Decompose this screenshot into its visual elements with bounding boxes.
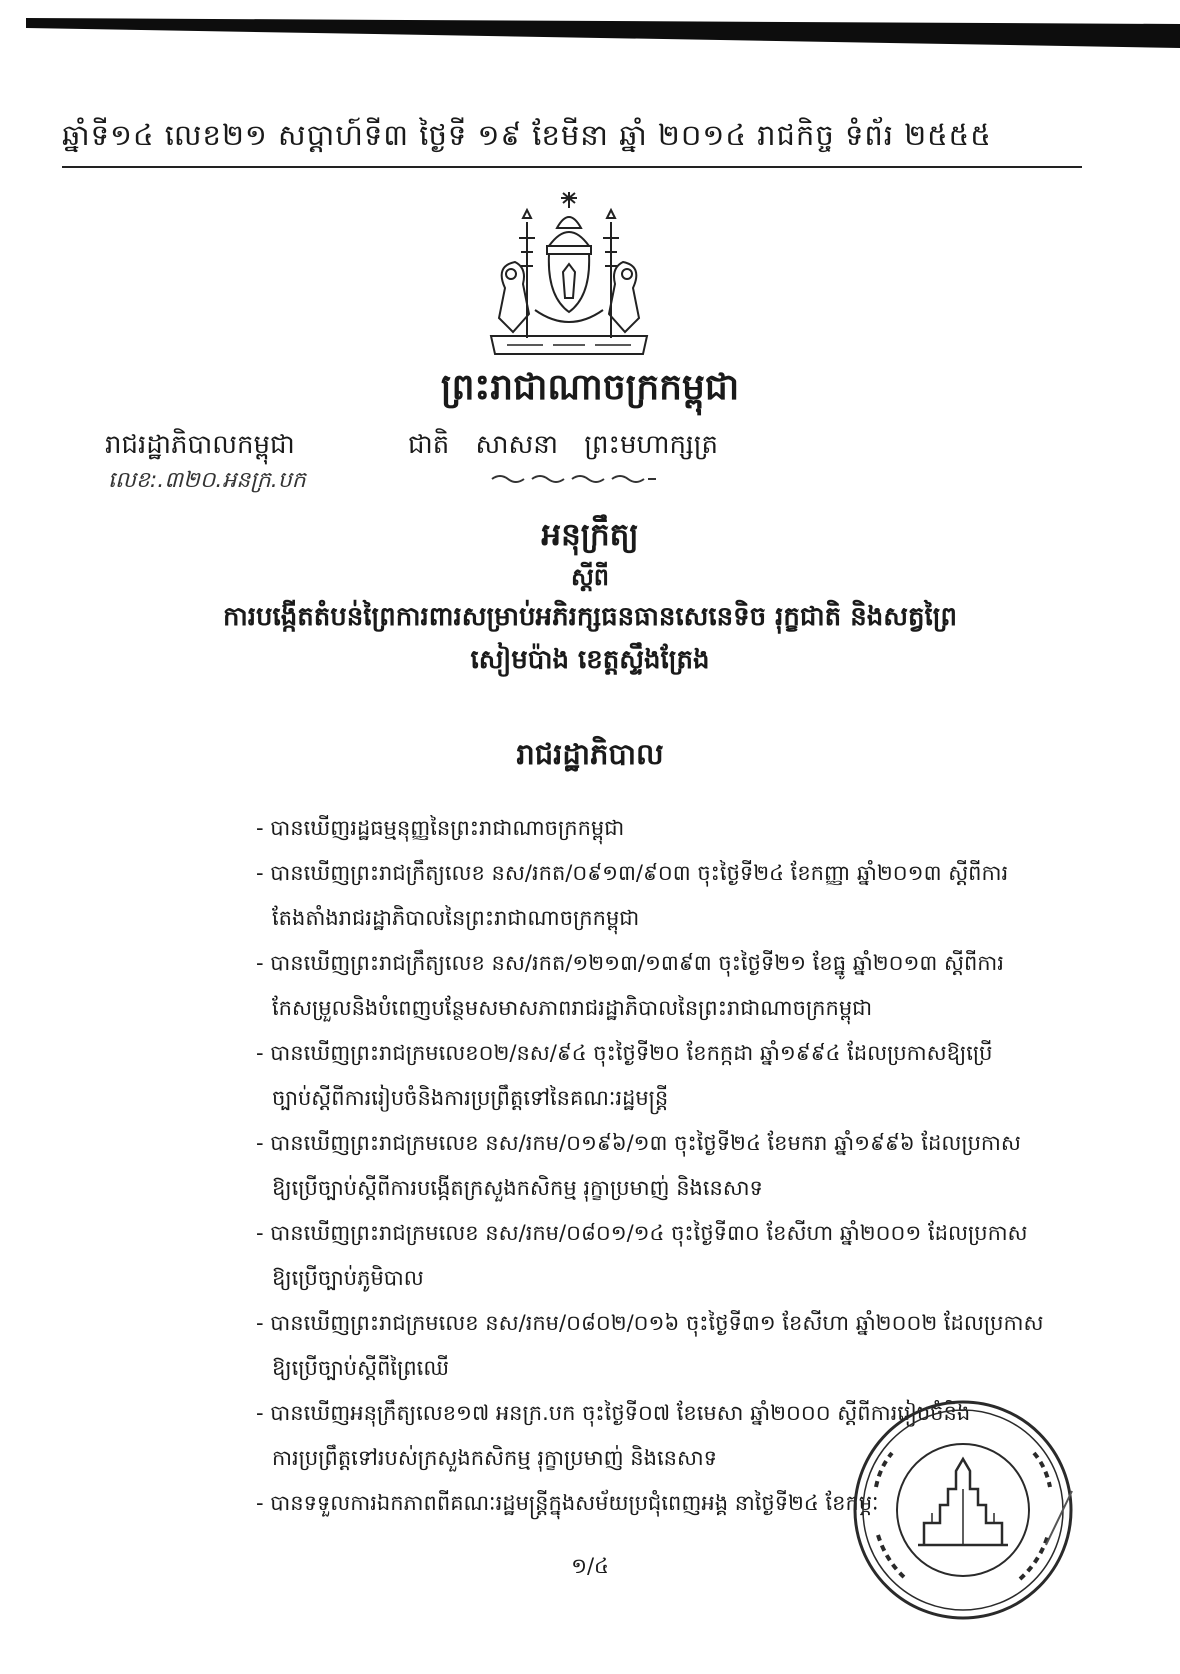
- clause-text: - បានឃើញព្រះរាជក្រឹត្យលេខ នស/រកត/០៩១៣/៩០៣ ចុះថ្ងៃទី២៤ ខែកញ្ញា ឆ្នាំ២០១៣ ស្ដីពីការ តែងតាំងរាជរដ្ឋាភិបាលនៃព្រះរាជាណាចក្រកម្ពុជា: [256, 861, 1009, 930]
- clause-text: - បានឃើញរដ្ឋធម្មនុញ្ញនៃព្រះរាជាណាចក្រកម្ពុជា: [256, 816, 625, 840]
- gazette-header: ឆ្នាំទី១៤ លេខ២១ សប្ដាហ៍ទី៣ ថ្ងៃទី ១៩ ខែមីនា ឆ្នាំ ២០១៤ រាជកិច្ច ទំព័រ ២៥៥៥: [62, 118, 1082, 168]
- clause-text: - បានឃើញព្រះរាជក្រមលេខ នស/រកម/០៨០២/០១៦ ចុះថ្ងៃទី៣១ ខែសីហា ឆ្នាំ២០០២ ដែលប្រកាស ឱ្យប្រើច្បាប់ស្ដីពីព្រៃឈើ: [256, 1311, 1044, 1380]
- page-number: ១/៤: [571, 1554, 609, 1578]
- subject-line: សៀមប៉ាង ខេត្តស្ទឹងត្រែង: [470, 645, 710, 675]
- scan-edge-bar: [26, 14, 1180, 52]
- subject-line: ការបង្កើតតំបន់ព្រៃការពារសម្រាប់អភិរក្សធនធានសេនេទិច រុក្ខជាតិ និងសត្វព្រៃ: [223, 602, 957, 632]
- clause-item: [256, 1031, 1056, 1121]
- document-type: អនុក្រឹត្យ: [541, 517, 639, 553]
- official-round-seal-icon: [848, 1395, 1078, 1625]
- clause-item: [256, 806, 1056, 851]
- clause-text: - បានឃើញព្រះរាជក្រមលេខ នស/រកម/០៨០១/១៤ ចុះថ្ងៃទី៣០ ខែសីហា ឆ្នាំ២០០១ ដែលប្រកាស ឱ្យប្រើច្បាប់ភូមិបាល: [256, 1221, 1028, 1290]
- clause-text: - បានទទួលការឯកភាពពីគណៈរដ្ឋមន្ត្រីក្នុងសម័យប្រជុំពេញអង្គ នាថ្ងៃទី២៤ ខែកុម្ភៈ: [256, 1491, 879, 1515]
- clause-item: [256, 1301, 1056, 1391]
- subject-label: ស្ដីពី: [570, 563, 610, 591]
- clause-text: - បានឃើញព្រះរាជក្រមលេខ០២/នស/៩៤ ចុះថ្ងៃទី២០ ខែកក្កដា ឆ្នាំ១៩៩៤ ដែលប្រកាសឱ្យប្រើ ច្បាប់ស្ដីពីការរៀបចំនិងការប្រព្រឹត្តទៅនៃគណៈរដ្ឋមន្ត្រី: [256, 1041, 993, 1110]
- clause-text: - បានឃើញព្រះរាជក្រឹត្យលេខ នស/រកត/១២១៣/១៣៩៣ ចុះថ្ងៃទី២១ ខែធ្នូ ឆ្នាំ២០១៣ ស្ដីពីការ កែសម្រួលនិងបំពេញបន្ថែមសមាសភាពរាជរដ្ឋាភិបាលនៃព្រះរាជាណាចក្រកម្ពុជា: [256, 951, 1004, 1020]
- clause-item: [256, 851, 1056, 941]
- ornament-divider-icon: [488, 472, 660, 486]
- clause-text: - បានឃើញព្រះរាជក្រមលេខ នស/រកម/០១៩៦/១៣ ចុះថ្ងៃទី២៤ ខែមករា ឆ្នាំ១៩៩៦ ដែលប្រកាស ឱ្យប្រើច្បាប់ស្ដីពីការបង្កើតក្រសួងកសិកម្ម រុក្ខាប្រមាញ់ និងនេសាទ: [256, 1131, 1021, 1200]
- government-heading: រាជរដ្ឋាភិបាល: [516, 737, 664, 771]
- clause-item: [256, 1121, 1056, 1211]
- issuing-government: រាជរដ្ឋាភិបាលកម្ពុជា: [105, 430, 295, 460]
- clause-item: [256, 941, 1056, 1031]
- royal-coat-of-arms-icon: [483, 188, 655, 360]
- clause-item: [256, 1211, 1056, 1301]
- clause-text: - បានឃើញអនុក្រឹត្យលេខ១៧ អនក្រ.បក ចុះថ្ងៃទី០៧ ខែមេសា ឆ្នាំ២០០០ ស្ដីពីការរៀបចំនិង ការប្រព្រឹត្តទៅរបស់ក្រសួងកសិកម្ម រុក្ខាប្រមាញ់ និងនេសាទ: [256, 1401, 971, 1470]
- reference-number: លេខ:.៣២០.អនក្រ.បក: [108, 468, 306, 493]
- national-motto: ជាតិ សាសនា ព្រះមហាក្សត្រ: [408, 430, 718, 460]
- kingdom-title: ព្រះរាជាណាចក្រកម្ពុជា: [440, 367, 740, 408]
